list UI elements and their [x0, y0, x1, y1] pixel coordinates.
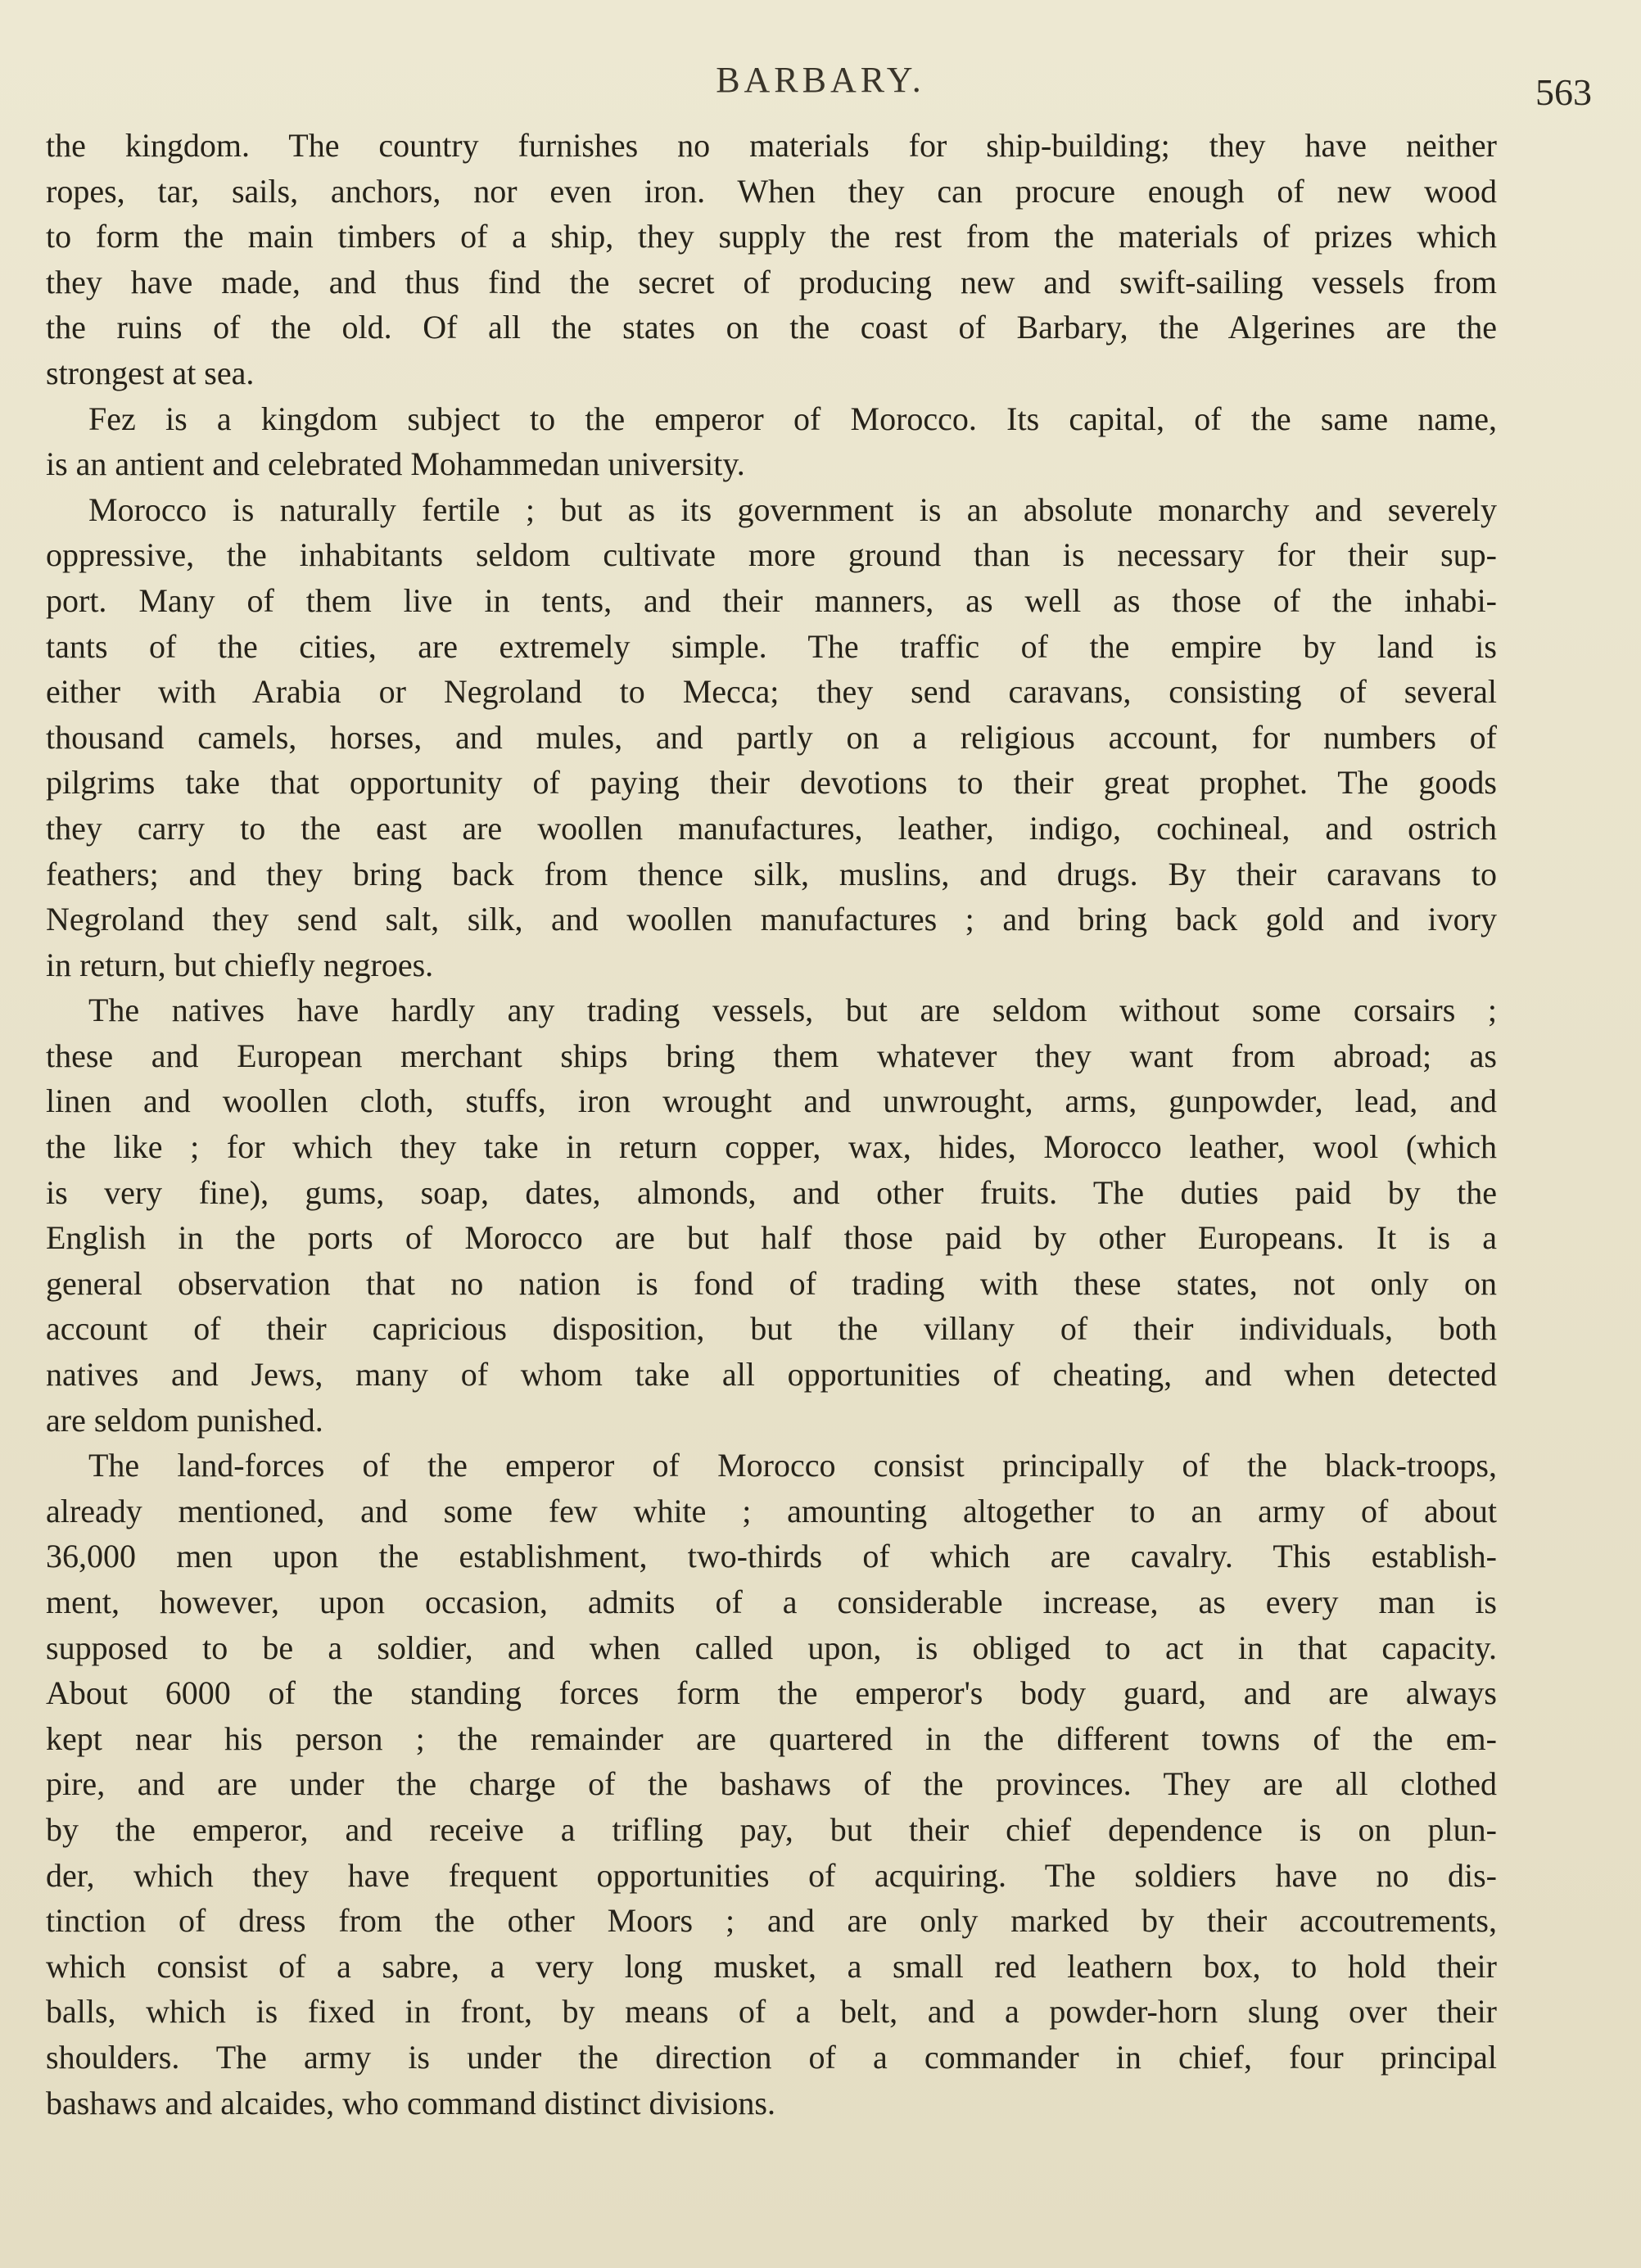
text-line: are seldom punished.	[46, 1401, 323, 1439]
text-line: feathers; and they bring back from thence silk, muslins, and drugs. By their caravans to	[46, 855, 1497, 892]
text-line: the like ; for which they take in return copper, wax, hides, Morocco leather, wool (which	[46, 1128, 1497, 1166]
text-line: thousand camels, horses, and mules, and partly on a religious account, for numbers of	[46, 718, 1497, 756]
text-line: general observation that no nation is fond of trading with these states, not only on	[46, 1264, 1497, 1302]
text-line: supposed to be a soldier, and when called upon, is obliged to act in that capacity.	[46, 1629, 1497, 1666]
text-line: they carry to the east are woollen manufactures, leather, indigo, cochineal, and ostrich	[46, 809, 1497, 847]
text-line: strongest at sea.	[46, 354, 255, 391]
text-line: linen and woollen cloth, stuffs, iron wrought and unwrought, arms, gunpowder, lead, and	[46, 1082, 1497, 1120]
text-line: is an antient and celebrated Mohammedan university.	[46, 445, 745, 483]
text-line: ment, however, upon occasion, admits of a considerable increase, as every man is	[46, 1584, 1497, 1620]
text-line: these and European merchant ships bring them whatever they want from abroad; as	[46, 1037, 1497, 1074]
page-number: 563	[1535, 71, 1592, 113]
text-line: pilgrims take that opportunity of paying their devotions to their great prophet. The goods	[46, 764, 1497, 802]
paragraph	[46, 987, 1497, 1443]
text-line: pire, and are under the charge of the bashaws of the provinces. They are all clothed	[46, 1765, 1497, 1803]
text-line: oppressive, the inhabitants seldom cultivate more ground than is necessary for their sup-	[46, 536, 1497, 574]
paragraph	[46, 123, 1497, 396]
text-line: Fez is a kingdom subject to the emperor of Morocco. Its capital, of the same name,	[88, 400, 1497, 437]
text-line: to form the main timbers of a ship, they supply the rest from the materials of prizes which	[46, 218, 1497, 255]
text-line: About 6000 of the standing forces form the emperor's body guard, and are always	[46, 1674, 1497, 1712]
text-line: Morocco is naturally fertile ; but as its government is an absolute monarchy and severely	[88, 490, 1497, 528]
text-line: ropes, tar, sails, anchors, nor even iron. When they can procure enough of new wood	[46, 172, 1497, 210]
text-line: The natives have hardly any trading vessels, but are seldom without some corsairs ;	[88, 992, 1497, 1029]
text-line: kept near his person ; the remainder are quartered in the different towns of the em-	[46, 1719, 1497, 1757]
paragraph	[46, 487, 1497, 988]
running-head: BARBARY.	[716, 60, 925, 100]
text-line: the ruins of the old. Of all the states on the coast of Barbary, the Algerines are the	[46, 309, 1497, 346]
text-line: port. Many of them live in tents, and their manners, as well as those of the inhabi-	[46, 581, 1497, 619]
text-line: The land-forces of the emperor of Morocco consist principally of the black-troops,	[88, 1447, 1497, 1484]
text-line: by the emperor, and receive a trifling pay, but their chief dependence is on plun-	[46, 1810, 1497, 1848]
text-line: account of their capricious disposition, but the villany of their individuals, both	[46, 1310, 1497, 1348]
text-line: already mentioned, and some few white ; amounting altogether to an army of about	[46, 1492, 1497, 1529]
text-line: either with Arabia or Negroland to Mecca; they send caravans, consisting of several	[46, 673, 1497, 711]
text-line: bashaws and alcaides, who command distinct divisions.	[46, 2084, 775, 2121]
text-line: natives and Jews, many of whom take all opportunities of cheating, and when detected	[46, 1356, 1497, 1394]
text-line: der, which they have frequent opportunities of acquiring. The soldiers have no dis-	[46, 1856, 1497, 1894]
text-line: in return, but chiefly negroes.	[46, 946, 434, 983]
text-line: English in the ports of Morocco are but half those paid by other Europeans. It is a	[46, 1219, 1497, 1257]
text-line: 36,000 men upon the establishment, two-thirds of which are cavalry. This establish-	[46, 1538, 1497, 1575]
text-line: balls, which is fixed in front, by means of a belt, and a powder-horn slung over their	[46, 1993, 1497, 2031]
paragraph	[46, 396, 1497, 487]
text-line: shoulders. The army is under the direction of a commander in chief, four principal	[46, 2038, 1497, 2076]
text-line: tinction of dress from the other Moors ; and are only marked by their accoutrements,	[46, 1902, 1497, 1940]
paragraph	[46, 1443, 1497, 2126]
text-line: is very fine), gums, soap, dates, almonds, and other fruits. The duties paid by the	[46, 1173, 1497, 1211]
body-text	[46, 123, 1497, 2126]
text-line: which consist of a sabre, a very long musket, a small red leathern box, to hold their	[46, 1947, 1497, 1985]
text-line: Negroland they send salt, silk, and woollen manufactures ; and bring back gold and ivory	[46, 901, 1497, 938]
text-line: tants of the cities, are extremely simple. The traffic of the empire by land is	[46, 627, 1497, 665]
text-line: they have made, and thus find the secret of producing new and swift-sailing vessels from	[46, 263, 1497, 300]
text-line: the kingdom. The country furnishes no materials for ship-building; they have neither	[46, 127, 1497, 164]
